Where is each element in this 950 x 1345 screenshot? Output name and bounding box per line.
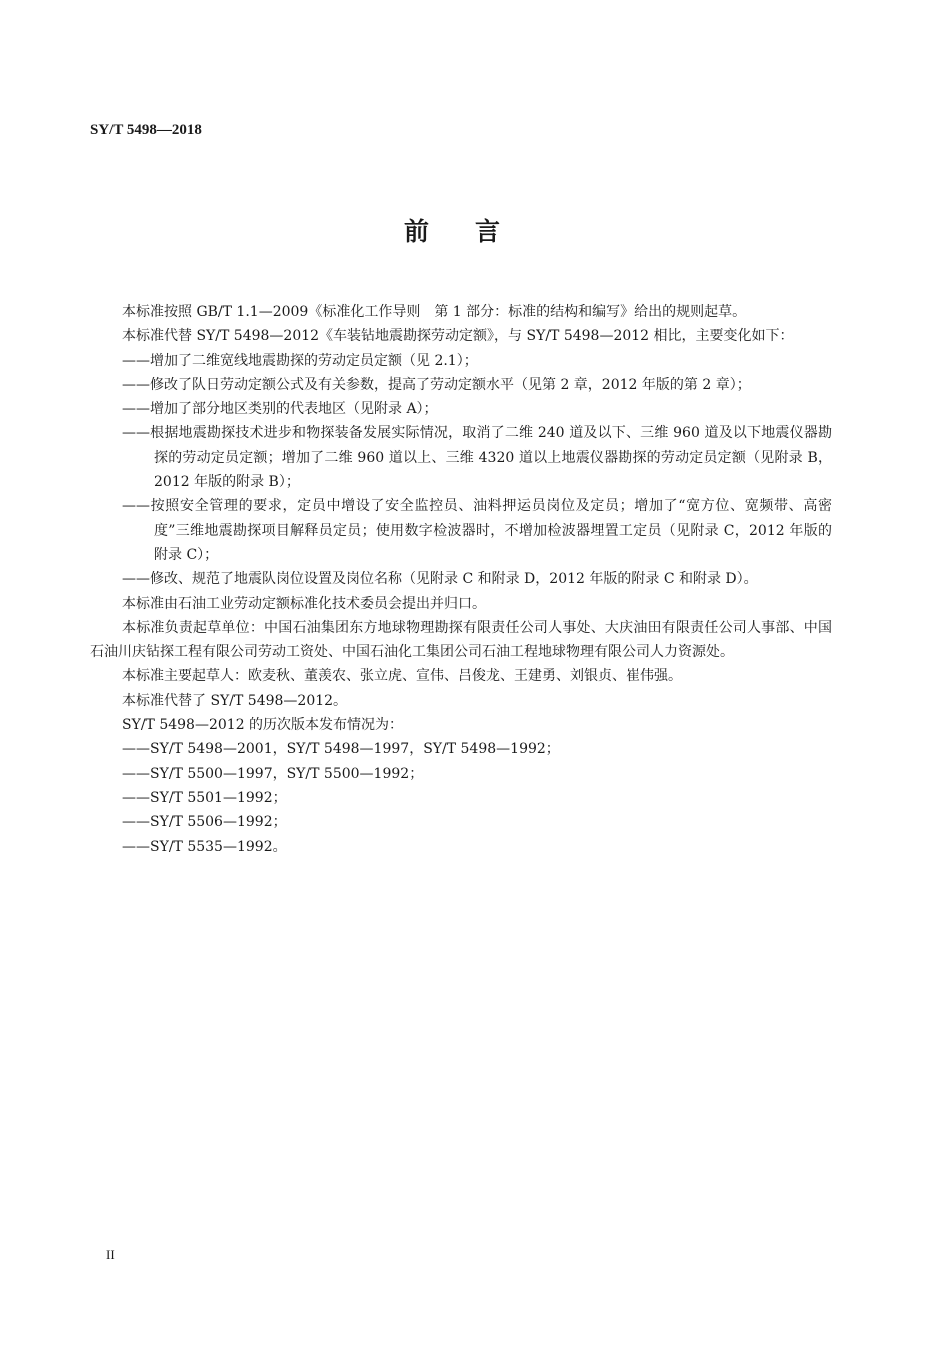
- history-list-item: ——SY/T 5501—1992；: [122, 789, 287, 806]
- page-title: 前言: [403, 217, 546, 246]
- change-list-item: ——增加了二维宽线地震勘探的劳动定员定额（见 2.1）；: [122, 352, 478, 369]
- history-list-item: ——SY/T 5498—2001，SY/T 5498—1997，SY/T 5498—1992；: [122, 741, 560, 758]
- drafters-paragraph: 本标准主要起草人：欧麦秋、董羡农、张立虎、宣伟、吕俊龙、王建勇、刘银贞、崔伟强。: [122, 668, 682, 685]
- change-list-item: ——修改了队日劳动定额公式及有关参数，提高了劳动定额水平（见第 2 章，2012 年版的第 2 章）；: [122, 376, 751, 393]
- page-number: II: [106, 1247, 115, 1262]
- history-list-item: ——SY/T 5506—1992；: [122, 814, 287, 831]
- supersedes-paragraph: 本标准代替了 SY/T 5498—2012。: [122, 692, 348, 709]
- history-list-item: ——SY/T 5500—1997，SY/T 5500—1992；: [122, 765, 424, 782]
- history-intro-paragraph: SY/T 5498—2012 的历次版本发布情况为：: [122, 717, 404, 734]
- change-list-item: ——按照安全管理的要求，定员中增设了安全监控员、油料押运员岗位及定员；增加了“宽方位、宽频带、高密度”三维地震勘探项目解释员定员；使用数字检波器时，不增加检波器埋置工定员（见附录 C，2012 年版的附录 C）；: [122, 498, 832, 563]
- change-list-item: ——修改、规范了地震队岗位设置及岗位名称（见附录 C 和附录 D，2012 年版的附录 C 和附录 D）。: [122, 571, 758, 588]
- change-list-item: ——根据地震勘探技术进步和物探装备发展实际情况，取消了二维 240 道及以下、三维 960 道及以下地震仪器勘探的劳动定员定额；增加了二维 960 道以上、三维 4320 道以上地震仪器勘探的劳动定员定额（见附录 B，2012 年版的附录 B）；: [122, 425, 832, 491]
- drafting-rules-paragraph: 本标准按照 GB/T 1.1—2009《标准化工作导则 第 1 部分：标准的结构和编写》给出的规则起草。: [122, 304, 747, 320]
- preface-body: [90, 300, 832, 859]
- history-list-item: ——SY/T 5535—1992。: [122, 838, 287, 855]
- replacement-paragraph: 本标准代替 SY/T 5498—2012《车装钻地震勘探劳动定额》，与 SY/T 5498—2012 相比，主要变化如下：: [122, 328, 794, 345]
- standard-code: SY/T 5498—2018: [90, 122, 202, 138]
- change-list-item: ——增加了部分地区类别的代表地区（见附录 A）；: [122, 401, 438, 418]
- drafting-units-paragraph: 本标准负责起草单位：中国石油集团东方地球物理勘探有限责任公司人事处、大庆油田有限责任公司人事部、中国石油川庆钻探工程有限公司劳动工资处、中国石油化工集团公司石油工程地球物理有限公司人力资源处。: [90, 619, 832, 661]
- proposer-paragraph: 本标准由石油工业劳动定额标准化技术委员会提出并归口。: [122, 595, 486, 612]
